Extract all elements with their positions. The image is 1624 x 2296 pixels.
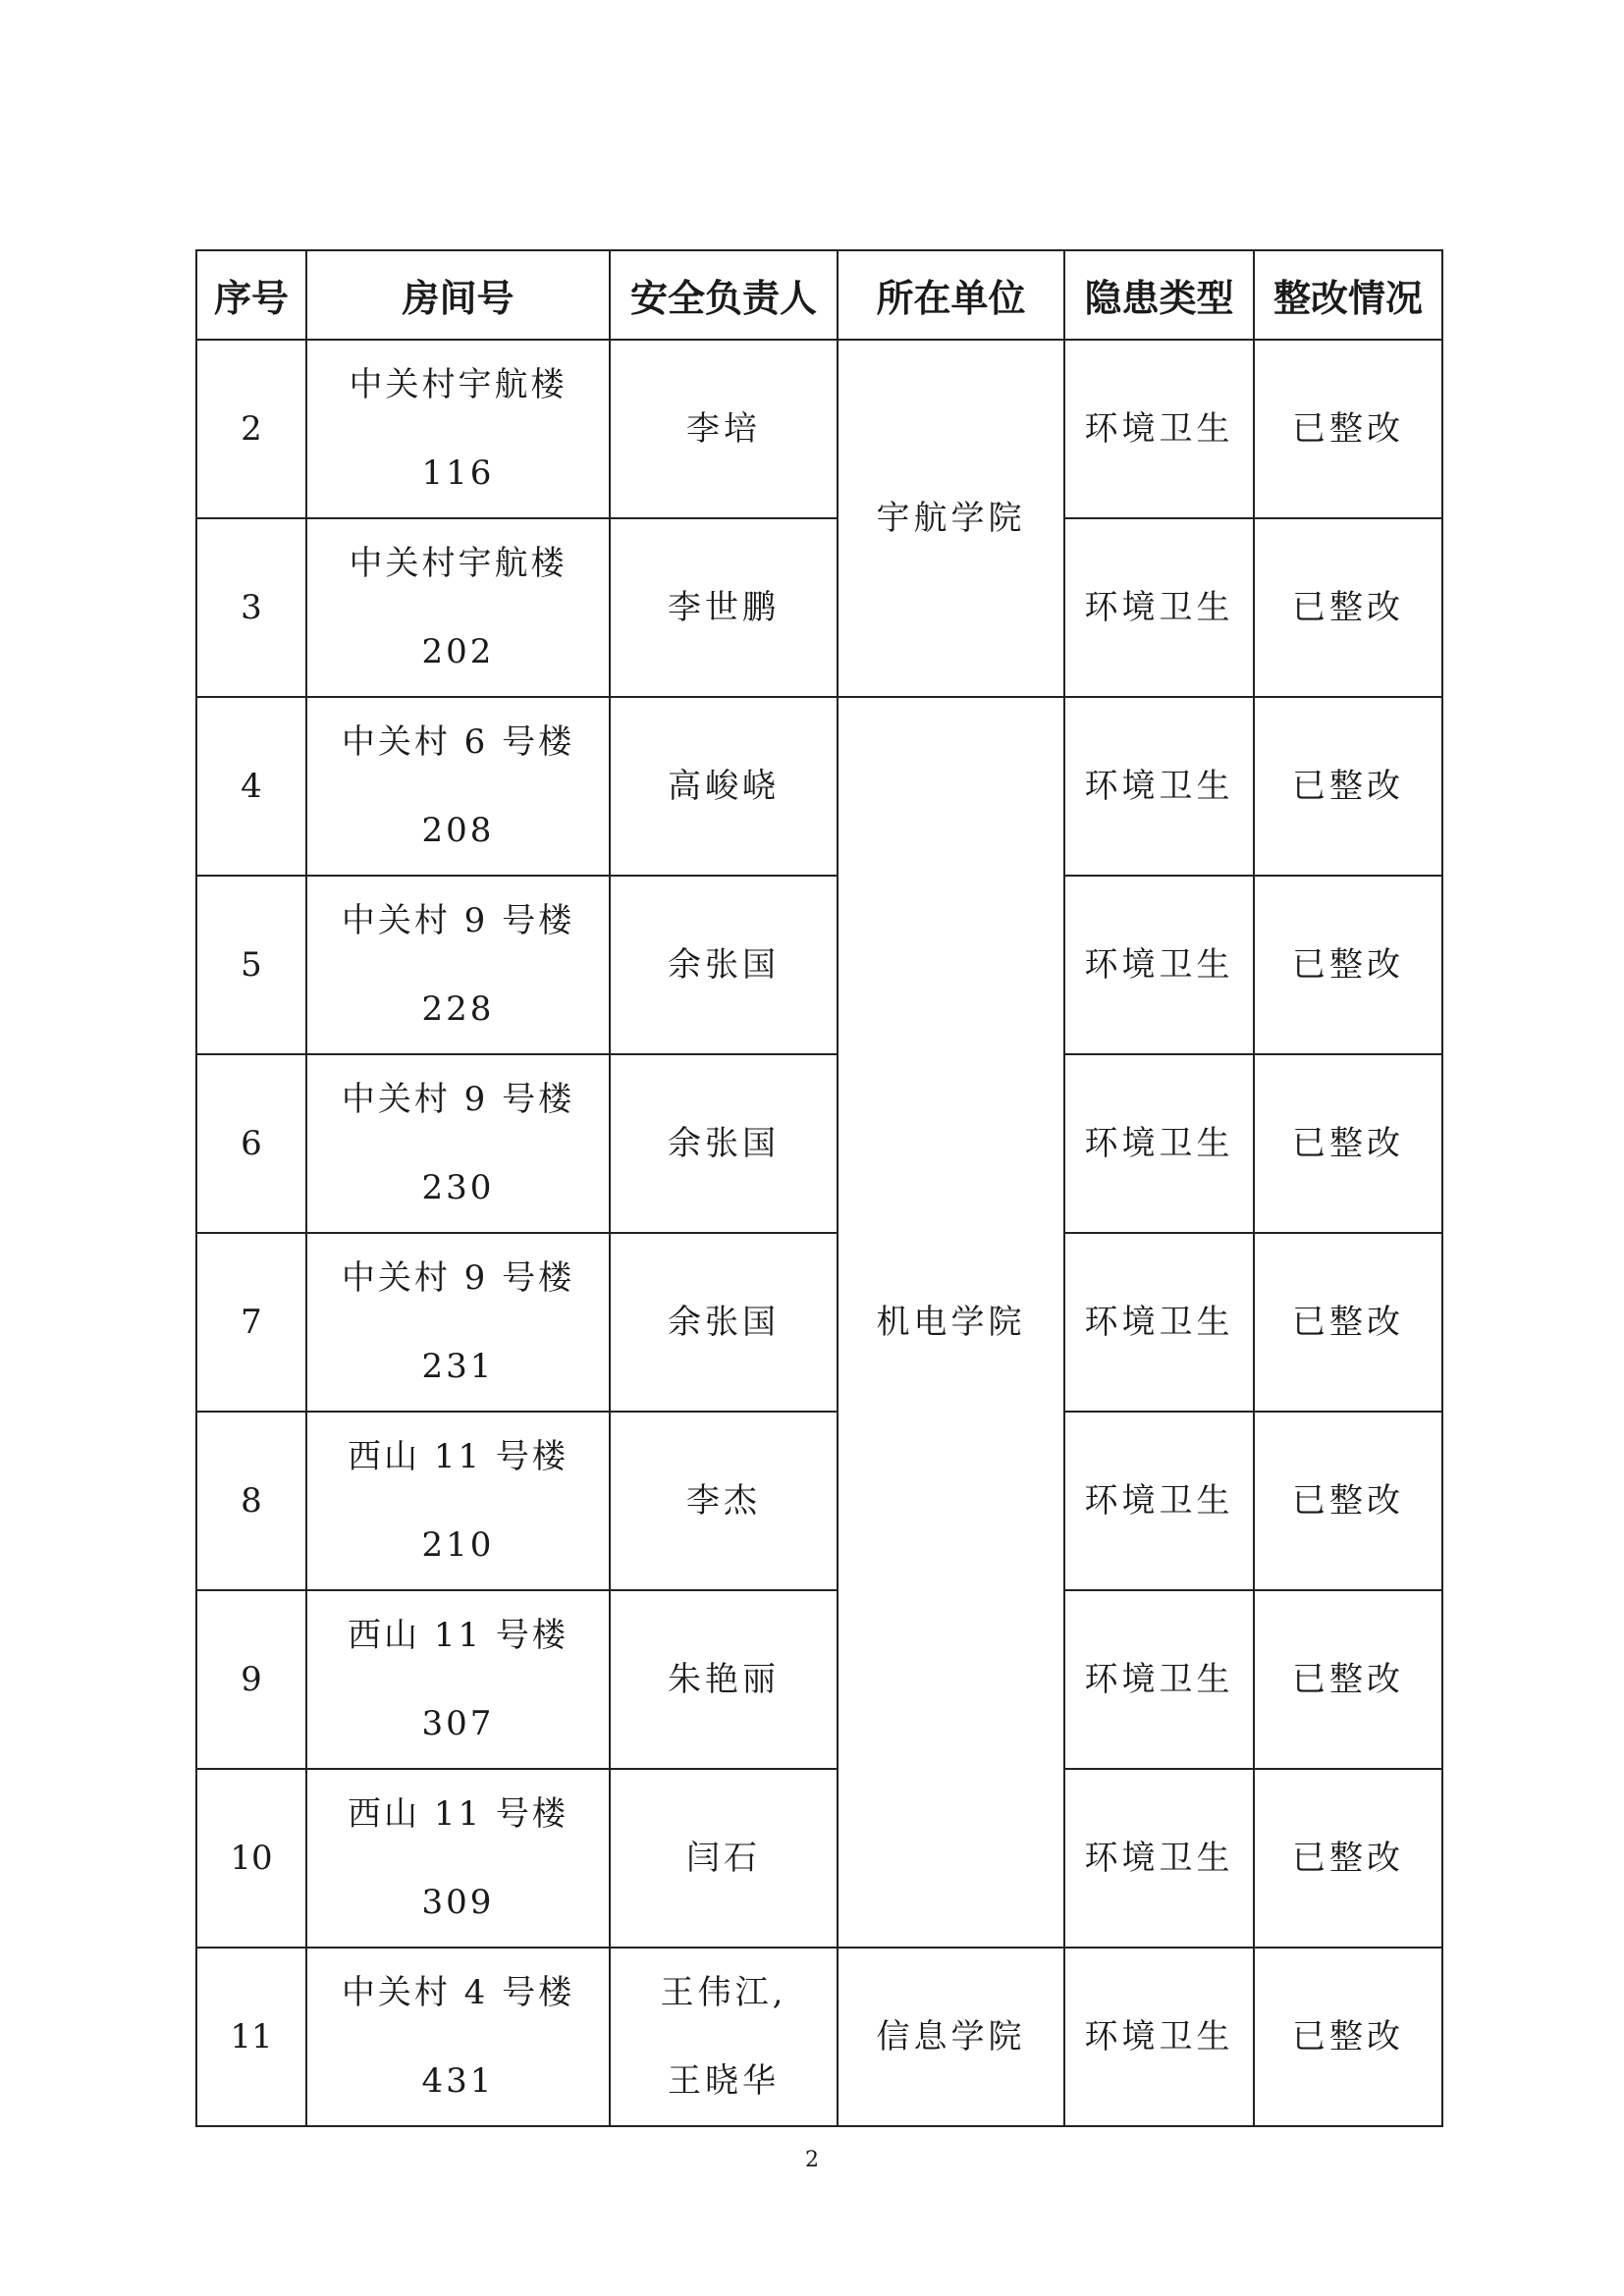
room-number: 116 — [421, 454, 495, 493]
cell-person — [610, 1412, 838, 1590]
cell-room — [306, 1233, 610, 1412]
cell-hazard-type: 环境卫生 — [1064, 876, 1254, 1054]
cell-seq: 6 — [196, 1054, 306, 1233]
cell-unit: 机电学院 — [838, 697, 1064, 1948]
cell-person — [610, 1054, 838, 1233]
table-header-row — [196, 250, 1442, 340]
cell-room — [306, 1769, 610, 1948]
cell-status: 已整改 — [1254, 1412, 1442, 1590]
table-row — [196, 340, 1442, 518]
room-building: 中关村 6 号楼 — [341, 722, 575, 762]
hazard-rectification-table — [195, 249, 1443, 2127]
cell-hazard-type: 环境卫生 — [1064, 1412, 1254, 1590]
cell-status: 已整改 — [1254, 1769, 1442, 1948]
cell-person — [610, 1233, 838, 1412]
cell-status: 已整改 — [1254, 518, 1442, 697]
page-number: 2 — [805, 2148, 819, 2172]
person-name: 李杰 — [686, 1481, 761, 1521]
cell-seq: 2 — [196, 340, 306, 518]
cell-room — [306, 1948, 610, 2126]
person-name: 余张国 — [668, 1303, 780, 1342]
cell-seq: 9 — [196, 1590, 306, 1769]
cell-seq: 7 — [196, 1233, 306, 1412]
room-number: 230 — [421, 1168, 495, 1207]
room-building: 中关村 9 号楼 — [341, 1258, 575, 1298]
table-row — [196, 1412, 1442, 1590]
room-number: 202 — [421, 632, 495, 671]
cell-person — [610, 1590, 838, 1769]
cell-hazard-type: 环境卫生 — [1064, 1769, 1254, 1948]
room-building: 西山 11 号楼 — [348, 1616, 568, 1655]
cell-hazard-type: 环境卫生 — [1064, 1590, 1254, 1769]
cell-room — [306, 1590, 610, 1769]
room-building: 西山 11 号楼 — [348, 1794, 568, 1834]
header-seq: 序号 — [196, 250, 306, 340]
cell-status: 已整改 — [1254, 1233, 1442, 1412]
person-name: 王伟江, — [660, 1973, 787, 2012]
room-building: 中关村 4 号楼 — [341, 1973, 575, 2012]
header-hazard-type: 隐患类型 — [1064, 250, 1254, 340]
cell-hazard-type: 环境卫生 — [1064, 1054, 1254, 1233]
table-row — [196, 1948, 1442, 2126]
cell-person — [610, 518, 838, 697]
person-name: 李世鹏 — [668, 588, 780, 627]
cell-status: 已整改 — [1254, 1948, 1442, 2126]
table-row — [196, 697, 1442, 876]
room-number: 307 — [421, 1704, 495, 1743]
cell-hazard-type: 环境卫生 — [1064, 340, 1254, 518]
room-building: 中关村宇航楼 — [349, 544, 568, 583]
cell-room — [306, 340, 610, 518]
cell-room — [306, 518, 610, 697]
cell-status: 已整改 — [1254, 340, 1442, 518]
person-name: 高峻峣 — [668, 767, 780, 806]
room-number: 231 — [421, 1347, 495, 1386]
room-building: 中关村 9 号楼 — [341, 901, 575, 940]
header-unit: 所在单位 — [838, 250, 1064, 340]
cell-seq: 8 — [196, 1412, 306, 1590]
cell-person — [610, 1948, 838, 2126]
table-row — [196, 1590, 1442, 1769]
cell-hazard-type: 环境卫生 — [1064, 697, 1254, 876]
room-building: 中关村 9 号楼 — [341, 1080, 575, 1119]
cell-person — [610, 340, 838, 518]
cell-person — [610, 697, 838, 876]
cell-unit: 信息学院 — [838, 1948, 1064, 2126]
person-name: 余张国 — [668, 1124, 780, 1163]
header-status: 整改情况 — [1254, 250, 1442, 340]
person-name: 王晓华 — [668, 2061, 780, 2101]
cell-room — [306, 876, 610, 1054]
cell-seq: 11 — [196, 1948, 306, 2126]
table-row — [196, 1233, 1442, 1412]
room-building: 中关村宇航楼 — [349, 365, 568, 404]
person-name: 闫石 — [686, 1839, 761, 1878]
header-person: 安全负责人 — [610, 250, 838, 340]
cell-seq: 10 — [196, 1769, 306, 1948]
cell-status: 已整改 — [1254, 876, 1442, 1054]
cell-person — [610, 1769, 838, 1948]
table-row — [196, 518, 1442, 697]
cell-status: 已整改 — [1254, 697, 1442, 876]
person-name: 朱艳丽 — [668, 1660, 780, 1699]
cell-status: 已整改 — [1254, 1054, 1442, 1233]
cell-seq: 4 — [196, 697, 306, 876]
cell-unit: 宇航学院 — [838, 340, 1064, 697]
cell-seq: 3 — [196, 518, 306, 697]
cell-hazard-type: 环境卫生 — [1064, 1233, 1254, 1412]
room-building: 西山 11 号楼 — [348, 1437, 568, 1476]
table-row — [196, 876, 1442, 1054]
header-room: 房间号 — [306, 250, 610, 340]
person-name: 余张国 — [668, 945, 780, 985]
person-name: 李培 — [686, 409, 761, 449]
cell-room — [306, 1054, 610, 1233]
table-row — [196, 1769, 1442, 1948]
room-number: 208 — [421, 811, 495, 850]
table-row — [196, 1054, 1442, 1233]
cell-seq: 5 — [196, 876, 306, 1054]
cell-room — [306, 697, 610, 876]
room-number: 228 — [421, 989, 495, 1029]
cell-person — [610, 876, 838, 1054]
cell-hazard-type: 环境卫生 — [1064, 518, 1254, 697]
cell-hazard-type: 环境卫生 — [1064, 1948, 1254, 2126]
cell-room — [306, 1412, 610, 1590]
room-number: 431 — [421, 2061, 495, 2101]
room-number: 309 — [421, 1883, 495, 1922]
room-number: 210 — [421, 1525, 495, 1565]
cell-status: 已整改 — [1254, 1590, 1442, 1769]
